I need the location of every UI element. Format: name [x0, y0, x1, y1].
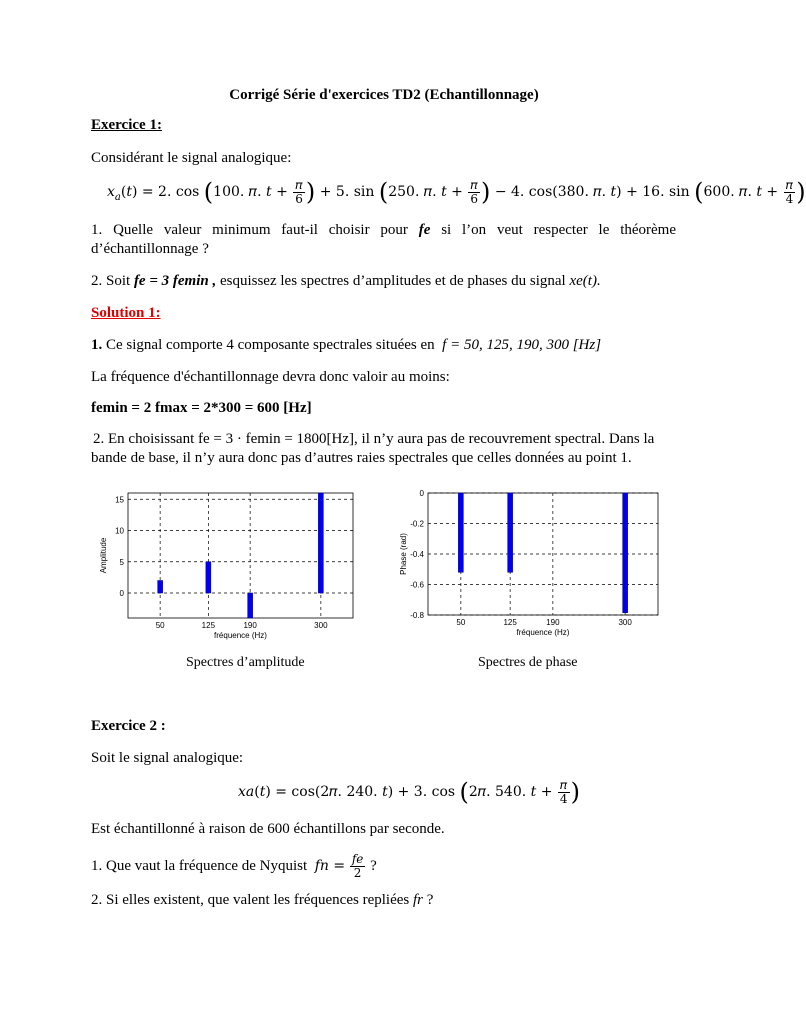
x-tick-label: 125 — [201, 621, 216, 630]
eq-lhs: 𝑥 — [107, 184, 115, 200]
eq-sub: 𝑎 — [114, 191, 121, 203]
eq-p1: 100. 𝜋. 𝑡 + — [213, 184, 288, 200]
fe-3-femin: fe = 3 femin , — [133, 273, 217, 289]
exercise-2-p1: Est échantillonné à raison de 600 échantillons par seconde. — [91, 821, 445, 837]
data-bar — [623, 493, 628, 613]
y-axis-label: Amplitude — [99, 537, 108, 574]
exercise-1-q1: 1. Quelle valeur minimum faut-il choisir pour fe si l’on veut respecter le théorème — [91, 222, 676, 238]
exercise-2-heading: Exercice 2 : — [91, 718, 166, 734]
solution-1-p4-line1: 2. En choisissant fe = 3 · femin = 1800[Hz], il n’y aura pas de recouvrement spectral. Dans la — [93, 431, 655, 447]
eq-frac-2: $\frac{\text{𝜋}}{6}$ — [470, 177, 478, 206]
exercise-1-heading: Exercice 1: — [91, 117, 162, 133]
y-tick-label: -0.8 — [410, 611, 424, 620]
data-bar — [508, 493, 513, 572]
fe-symbol: fe — [418, 222, 431, 238]
solution-1-p4-line2: bande de base, il n’y aura donc pas d’autres raies spectrales que celles données au point 1. — [91, 450, 632, 466]
y-tick-label: 5 — [119, 557, 124, 567]
caption-phase: Spectres de phase — [478, 655, 578, 670]
xe-signal: xe(t). — [569, 273, 601, 289]
exercise-1-intro: Considérant le signal analogique: — [91, 150, 292, 166]
x-axis-label: fréquence (Hz) — [516, 628, 570, 637]
x-axis-label: fréquence (Hz) — [214, 631, 267, 640]
y-tick-label: -0.4 — [410, 550, 424, 559]
x-tick-label: 50 — [155, 621, 165, 630]
exercise-2-intro: Soit le signal analogique: — [91, 750, 244, 766]
x-tick-label: 300 — [314, 621, 328, 630]
x-tick-label: 190 — [243, 621, 257, 630]
frequency-list: f = 50, 125, 190, 300 [Hz] — [442, 337, 602, 353]
eq-mid-1: + 5. sin — [319, 184, 375, 200]
phase-chart — [383, 483, 668, 643]
fn-symbol: 𝑓𝑛 = — [314, 857, 346, 874]
eq-p2: 250. 𝜋. 𝑡 + — [388, 184, 463, 200]
amplitude-chart — [95, 483, 365, 643]
caption-amplitude: Spectres d’amplitude — [186, 655, 305, 670]
exercise-2-q1: 1. Que vaut la fréquence de Nyquist 𝑓𝑛 = $\frac{\text{𝑓𝑒}}{2}$ ? — [91, 852, 377, 880]
y-tick-label: 10 — [115, 526, 124, 536]
eq-mid-2: − 4. cos(380. 𝜋. 𝑡) + 16. sin — [494, 184, 690, 200]
solution-1-heading: Solution 1: — [91, 305, 161, 321]
solution-1-p1: 1. Ce signal comporte 4 composante spectrales situées en f = 50, 125, 190, 300 [Hz] — [91, 337, 602, 353]
eq-t: (𝑡) = 2. cos — [120, 184, 200, 200]
eq-frac-3: $\frac{\text{𝜋}}{4}$ — [785, 177, 794, 206]
data-bar — [458, 493, 463, 572]
exercise-2-q2: 2. Si elles existent, que valent les fréquences repliées fr ? — [91, 892, 434, 908]
exercise-1-q2: 2. Soit fe = 3 femin , esquissez les spectres d’amplitudes et de phases du signal xe(t). — [91, 273, 601, 289]
y-tick-label: -0.2 — [410, 519, 424, 529]
page-title: Corrigé Série d'exercices TD2 (Echantillonnage) — [229, 87, 539, 103]
x-tick-label: 190 — [546, 618, 560, 627]
exercise-1-q1-line2: d’échantillonnage ? — [91, 241, 209, 257]
solution-1-femin: femin = 2 fmax = 2*300 = 600 [Hz] — [91, 400, 312, 416]
eq-p3: 600. 𝜋. 𝑡 + — [703, 184, 779, 200]
exercise-1-equation: 𝑥$_𝑎$(𝑡) = 2. cos (100. 𝜋. 𝑡 + $\frac{\text{𝜋}}{6}$ ) + 5. sin (250. 𝜋. 𝑡 + $\frac{\text{𝜋}}{6}$ ) − 4. cos(380. 𝜋. 𝑡) + 16. sin (600. 𝜋. 𝑡 + $\frac{\text{𝜋}}{4}$ ) — [107, 177, 806, 206]
x-tick-label: 125 — [503, 618, 517, 627]
y-tick-label: 0 — [119, 589, 124, 598]
y-tick-label: 15 — [115, 495, 124, 505]
solution-1-p2: La fréquence d'échantillonnage devra donc valoir au moins: — [91, 369, 450, 385]
x-tick-label: 50 — [456, 618, 466, 627]
y-tick-label: -0.6 — [410, 580, 424, 590]
y-tick-label: 0 — [419, 489, 424, 498]
exercise-2-equation: 𝑥𝑎(𝑡) = cos(2𝜋. 240. 𝑡) + 3. cos (2𝜋. 540. 𝑡 + $\frac{\text{𝜋}}{4}$ ) — [238, 777, 580, 806]
fr-symbol: fr — [412, 892, 423, 908]
eq-frac-1: $\frac{\text{𝜋}}{6}$ — [295, 177, 303, 206]
y-axis-label: Phase (rad) — [399, 533, 408, 575]
x-tick-label: 300 — [618, 618, 632, 627]
data-bar — [248, 593, 253, 618]
data-bar — [158, 581, 163, 594]
data-bar — [206, 562, 211, 593]
data-bar — [318, 493, 323, 593]
